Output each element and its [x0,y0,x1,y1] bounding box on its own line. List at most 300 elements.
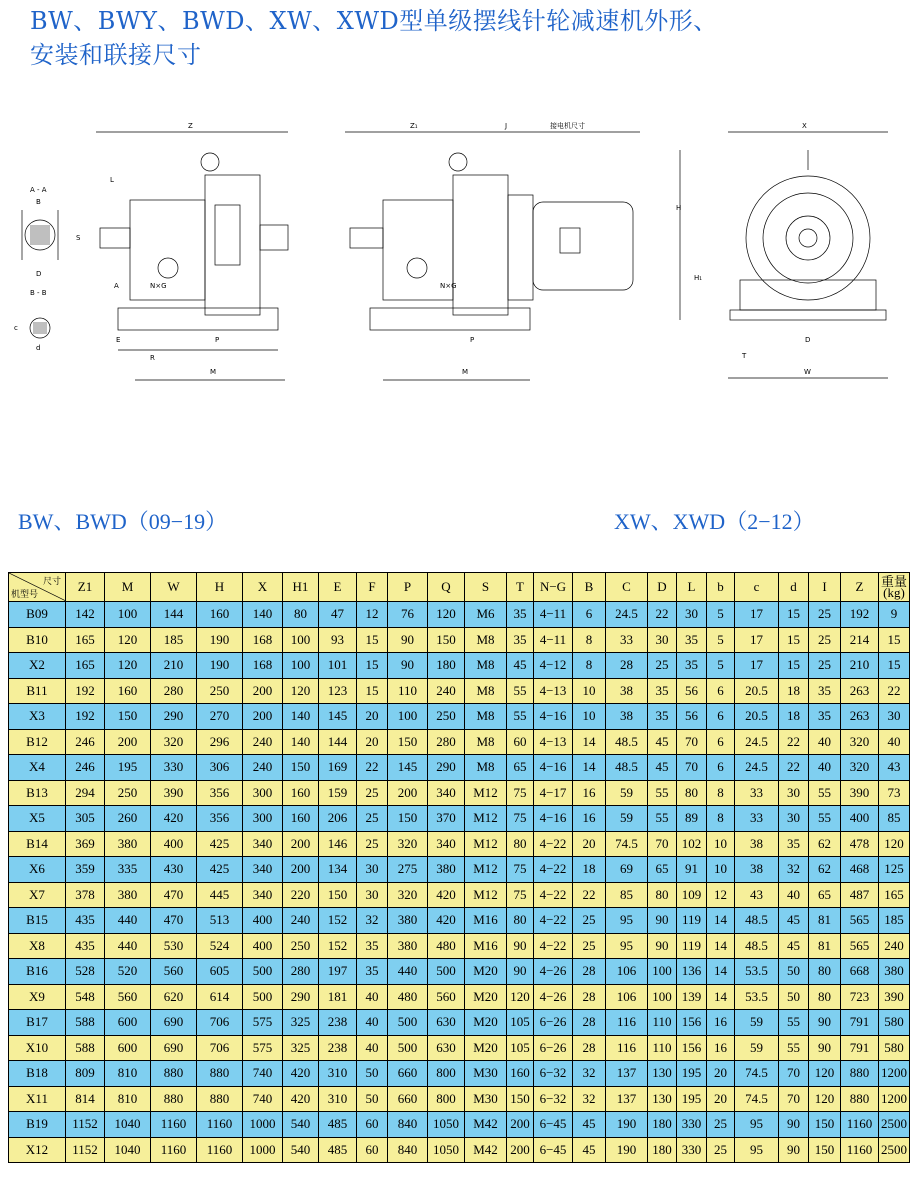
label-j: J [505,122,508,130]
table-row [9,857,910,883]
value-cell: 340 [243,882,283,908]
value-cell: 140 [283,729,319,755]
value-cell: 430 [151,857,197,883]
value-cell: 130 [648,1061,677,1087]
model-cell: B10 [9,627,66,653]
value-cell: 1160 [841,1112,879,1138]
value-cell: 74.5 [606,831,648,857]
title-line-2: 安装和联接尺寸 [30,41,202,69]
weight-unit: (kg) [883,585,905,600]
value-cell: 35 [507,627,534,653]
value-cell: 4−22 [534,908,573,934]
value-cell: 100 [283,627,319,653]
value-cell: 59 [735,1035,779,1061]
value-cell: 53.5 [735,984,779,1010]
value-cell: 24.5 [735,755,779,781]
value-cell: 528 [66,959,105,985]
value-cell: M8 [465,729,507,755]
value-cell: 335 [105,857,151,883]
column-header: H [197,573,243,602]
value-cell: M12 [465,857,507,883]
value-cell: 580 [879,1035,910,1061]
value-cell: 513 [197,908,243,934]
value-cell: 620 [151,984,197,1010]
value-cell: 50 [779,959,809,985]
value-cell: 38 [606,678,648,704]
value-cell: 1160 [197,1137,243,1163]
value-cell: 740 [243,1061,283,1087]
value-cell: 356 [197,806,243,832]
value-cell: 500 [243,984,283,1010]
value-cell: 6−45 [534,1137,573,1163]
value-cell: 48.5 [735,933,779,959]
value-cell: 40 [809,755,841,781]
value-cell: 35 [648,678,677,704]
value-cell: 190 [606,1137,648,1163]
value-cell: 33 [735,806,779,832]
value-cell: 485 [319,1137,357,1163]
value-cell: 50 [357,1086,388,1112]
value-cell: 220 [283,882,319,908]
value-cell: 30 [357,882,388,908]
label-dd: d [36,344,41,352]
value-cell: 17 [735,627,779,653]
value-cell: 120 [809,1061,841,1087]
value-cell: 2500 [879,1137,910,1163]
column-header: c [735,573,779,602]
value-cell: 280 [151,678,197,704]
value-cell: 197 [319,959,357,985]
value-cell: 48.5 [735,908,779,934]
value-cell: 6 [573,602,606,628]
value-cell: 32 [779,857,809,883]
value-cell: 380 [105,831,151,857]
value-cell: 435 [66,933,105,959]
value-cell: 5 [707,653,735,679]
value-cell: 575 [243,1010,283,1036]
value-cell: 470 [151,908,197,934]
value-cell: 380 [428,857,465,883]
value-cell: 14 [707,908,735,934]
value-cell: 125 [879,857,910,883]
value-cell: 119 [677,908,707,934]
value-cell: 2500 [879,1112,910,1138]
value-cell: 56 [677,678,707,704]
value-cell: 246 [66,729,105,755]
value-cell: 33 [606,627,648,653]
value-cell: 90 [809,1035,841,1061]
value-cell: 18 [779,704,809,730]
value-cell: 18 [573,857,606,883]
value-cell: 25 [809,627,841,653]
subtitle-xw-xwd: XW、XWD（2−12） [614,509,815,534]
value-cell: 200 [243,678,283,704]
table-row [9,908,910,934]
label-h1: H₁ [694,274,703,282]
value-cell: 110 [648,1010,677,1036]
value-cell: 8 [573,627,606,653]
value-cell: 15 [779,653,809,679]
model-cell: B14 [9,831,66,857]
value-cell: 4−16 [534,806,573,832]
value-cell: 4−17 [534,780,573,806]
value-cell: 22 [357,755,388,781]
model-cell: X9 [9,984,66,1010]
value-cell: 18 [779,678,809,704]
value-cell: 50 [357,1061,388,1087]
value-cell: 150 [809,1112,841,1138]
value-cell: 15 [357,678,388,704]
value-cell: 145 [388,755,428,781]
value-cell: 14 [573,755,606,781]
value-cell: 320 [841,755,879,781]
value-cell: 6−26 [534,1035,573,1061]
value-cell: 380 [105,882,151,908]
value-cell: 15 [779,627,809,653]
value-cell: 150 [388,806,428,832]
column-header: d [779,573,809,602]
value-cell: 500 [243,959,283,985]
value-cell: 90 [648,908,677,934]
subtitle-bw-bwd: BW、BWD（09−19） [18,509,228,534]
value-cell: 40 [357,984,388,1010]
value-cell: 102 [677,831,707,857]
value-cell: 435 [66,908,105,934]
value-cell: 880 [151,1086,197,1112]
column-header: D [648,573,677,602]
value-cell: 95 [735,1137,779,1163]
value-cell: 95 [735,1112,779,1138]
value-cell: M20 [465,1035,507,1061]
value-cell: 40 [779,882,809,908]
value-cell: 1000 [243,1137,283,1163]
model-cell: X6 [9,857,66,883]
value-cell: 150 [388,729,428,755]
value-cell: 4−11 [534,627,573,653]
value-cell: 320 [841,729,879,755]
value-cell: 90 [779,1112,809,1138]
value-cell: 840 [388,1112,428,1138]
label-m: M [210,368,217,376]
value-cell: 185 [151,627,197,653]
value-cell: 55 [648,780,677,806]
value-cell: 1160 [197,1112,243,1138]
column-header: C [606,573,648,602]
model-cell: B17 [9,1010,66,1036]
value-cell: 25 [809,653,841,679]
value-cell: 32 [357,908,388,934]
value-cell: 4−13 [534,678,573,704]
value-cell: 168 [243,653,283,679]
value-cell: 690 [151,1035,197,1061]
value-cell: 630 [428,1035,465,1061]
value-cell: 90 [388,653,428,679]
label-w: W [804,368,811,376]
value-cell: 35 [677,653,707,679]
value-cell: 880 [197,1086,243,1112]
value-cell: 40 [809,729,841,755]
value-cell: 4−22 [534,857,573,883]
table-row [9,959,910,985]
value-cell: 565 [841,908,879,934]
value-cell: 5 [707,602,735,628]
model-cell: X7 [9,882,66,908]
value-cell: 120 [105,627,151,653]
value-cell: 25 [707,1137,735,1163]
shaft-section-details [14,186,58,352]
value-cell: 20 [707,1061,735,1087]
value-cell: 55 [507,704,534,730]
column-header-weight [879,573,910,602]
value-cell: 600 [105,1010,151,1036]
model-cell: B12 [9,729,66,755]
value-cell: 35 [677,627,707,653]
value-cell: 30 [779,806,809,832]
value-cell: 110 [388,678,428,704]
value-cell: 14 [707,933,735,959]
value-cell: 93 [319,627,357,653]
value-cell: 192 [841,602,879,628]
value-cell: 156 [677,1010,707,1036]
value-cell: M16 [465,908,507,934]
model-cell: X10 [9,1035,66,1061]
value-cell: 53.5 [735,959,779,985]
value-cell: 33 [735,780,779,806]
value-cell: 55 [779,1010,809,1036]
value-cell: 25 [357,831,388,857]
value-cell: 35 [357,933,388,959]
value-cell: 32 [573,1061,606,1087]
value-cell: 150 [809,1137,841,1163]
value-cell: 560 [428,984,465,1010]
value-cell: 500 [428,959,465,985]
value-cell: 330 [151,755,197,781]
model-cell: X8 [9,933,66,959]
value-cell: 250 [105,780,151,806]
value-cell: 70 [648,831,677,857]
technical-drawings [0,110,920,400]
value-cell: 80 [507,831,534,857]
value-cell: 791 [841,1010,879,1036]
model-cell: B09 [9,602,66,628]
value-cell: 116 [606,1035,648,1061]
value-cell: 4−12 [534,653,573,679]
dimension-table [8,572,910,1163]
value-cell: 150 [507,1086,534,1112]
model-cell: B13 [9,780,66,806]
table-row [9,1112,910,1138]
value-cell: 10 [573,704,606,730]
column-header: P [388,573,428,602]
value-cell: 6−26 [534,1010,573,1036]
value-cell: 105 [507,1010,534,1036]
label-bb: B - B [30,289,47,297]
value-cell: M12 [465,831,507,857]
value-cell: 20.5 [735,678,779,704]
value-cell: 380 [388,933,428,959]
value-cell: 370 [428,806,465,832]
value-cell: 35 [809,704,841,730]
value-cell: M12 [465,882,507,908]
value-cell: 12 [707,882,735,908]
value-cell: 880 [151,1061,197,1087]
value-cell: 89 [677,806,707,832]
value-cell: 140 [283,704,319,730]
value-cell: 55 [809,806,841,832]
value-cell: 120 [283,678,319,704]
value-cell: 330 [677,1137,707,1163]
value-cell: 6 [707,729,735,755]
value-cell: 43 [735,882,779,908]
table-row [9,653,910,679]
label-r: R [150,354,155,362]
column-header: M [105,573,151,602]
value-cell: 20 [573,831,606,857]
value-cell: 690 [151,1010,197,1036]
column-header: F [357,573,388,602]
label-s: S [76,234,81,242]
value-cell: 270 [197,704,243,730]
value-cell: 588 [66,1010,105,1036]
value-cell: 137 [606,1086,648,1112]
value-cell: 134 [319,857,357,883]
value-cell: 65 [809,882,841,908]
value-cell: 214 [841,627,879,653]
value-cell: 6 [707,755,735,781]
value-cell: 238 [319,1010,357,1036]
value-cell: 4−26 [534,984,573,1010]
model-cell: B18 [9,1061,66,1087]
value-cell: 160 [197,602,243,628]
table-row [9,1061,910,1087]
value-cell: 320 [388,882,428,908]
value-cell: 300 [243,780,283,806]
value-cell: 1152 [66,1137,105,1163]
label-x: X [802,122,807,130]
value-cell: 15 [357,627,388,653]
value-cell: 55 [507,678,534,704]
value-cell: 90 [809,1010,841,1036]
value-cell: 1050 [428,1112,465,1138]
value-cell: 24.5 [606,602,648,628]
value-cell: 185 [879,908,910,934]
value-cell: 180 [648,1112,677,1138]
value-cell: 588 [66,1035,105,1061]
value-cell: 95 [606,933,648,959]
value-cell: 15 [779,602,809,628]
value-cell: 38 [735,831,779,857]
column-header: N−G [534,573,573,602]
value-cell: 152 [319,908,357,934]
value-cell: 5 [707,627,735,653]
value-cell: 340 [428,831,465,857]
model-cell: X4 [9,755,66,781]
label-d: D [36,270,42,278]
value-cell: 120 [507,984,534,1010]
label-p-2: P [470,336,475,344]
value-cell: 30 [677,602,707,628]
value-cell: 10 [573,678,606,704]
value-cell: 80 [283,602,319,628]
table-row [9,806,910,832]
value-cell: 90 [779,1137,809,1163]
value-cell: 160 [283,780,319,806]
value-cell: 22 [573,882,606,908]
value-cell: 250 [283,933,319,959]
table-row [9,831,910,857]
value-cell: 520 [105,959,151,985]
value-cell: 169 [319,755,357,781]
label-t: T [742,352,747,360]
label-nxg: N×G [150,282,167,290]
column-header: L [677,573,707,602]
value-cell: M8 [465,678,507,704]
value-cell: 9 [879,602,910,628]
value-cell: 470 [151,882,197,908]
value-cell: 165 [66,627,105,653]
value-cell: 165 [66,653,105,679]
value-cell: 560 [105,984,151,1010]
value-cell: 180 [428,653,465,679]
label-h: H [676,204,682,212]
value-cell: 100 [388,704,428,730]
value-cell: 16 [707,1010,735,1036]
value-cell: 90 [507,959,534,985]
value-cell: 81 [809,933,841,959]
value-cell: 62 [809,831,841,857]
value-cell: 28 [606,653,648,679]
model-cell: B15 [9,908,66,934]
table-row [9,1035,910,1061]
value-cell: 440 [105,908,151,934]
value-cell: 119 [677,933,707,959]
value-cell: 325 [283,1010,319,1036]
value-cell: 28 [573,959,606,985]
value-cell: 20 [357,704,388,730]
label-d-front: D [805,336,811,344]
value-cell: 420 [283,1061,319,1087]
value-cell: 101 [319,653,357,679]
value-cell: M8 [465,755,507,781]
value-cell: 1160 [841,1137,879,1163]
value-cell: 120 [879,831,910,857]
value-cell: 425 [197,857,243,883]
value-cell: M16 [465,933,507,959]
value-cell: 320 [151,729,197,755]
value-cell: 540 [283,1137,319,1163]
value-cell: 192 [66,704,105,730]
value-cell: 59 [606,806,648,832]
value-cell: 15 [879,653,910,679]
reducer-side-view [76,122,288,380]
value-cell: 30 [357,857,388,883]
value-cell: 140 [243,602,283,628]
value-cell: 38 [735,857,779,883]
value-cell: 45 [779,933,809,959]
model-cell: X12 [9,1137,66,1163]
value-cell: M6 [465,602,507,628]
value-cell: 45 [648,729,677,755]
value-cell: 400 [151,831,197,857]
value-cell: 75 [507,806,534,832]
value-cell: 260 [105,806,151,832]
reducer-motor-view [345,121,640,380]
title-line-1: BW、BWY、BWD、XW、XWD型单级摆线针轮减速机外形、 [30,7,718,35]
value-cell: 168 [243,627,283,653]
model-cell: X2 [9,653,66,679]
value-cell: 880 [841,1061,879,1087]
value-cell: 35 [357,959,388,985]
